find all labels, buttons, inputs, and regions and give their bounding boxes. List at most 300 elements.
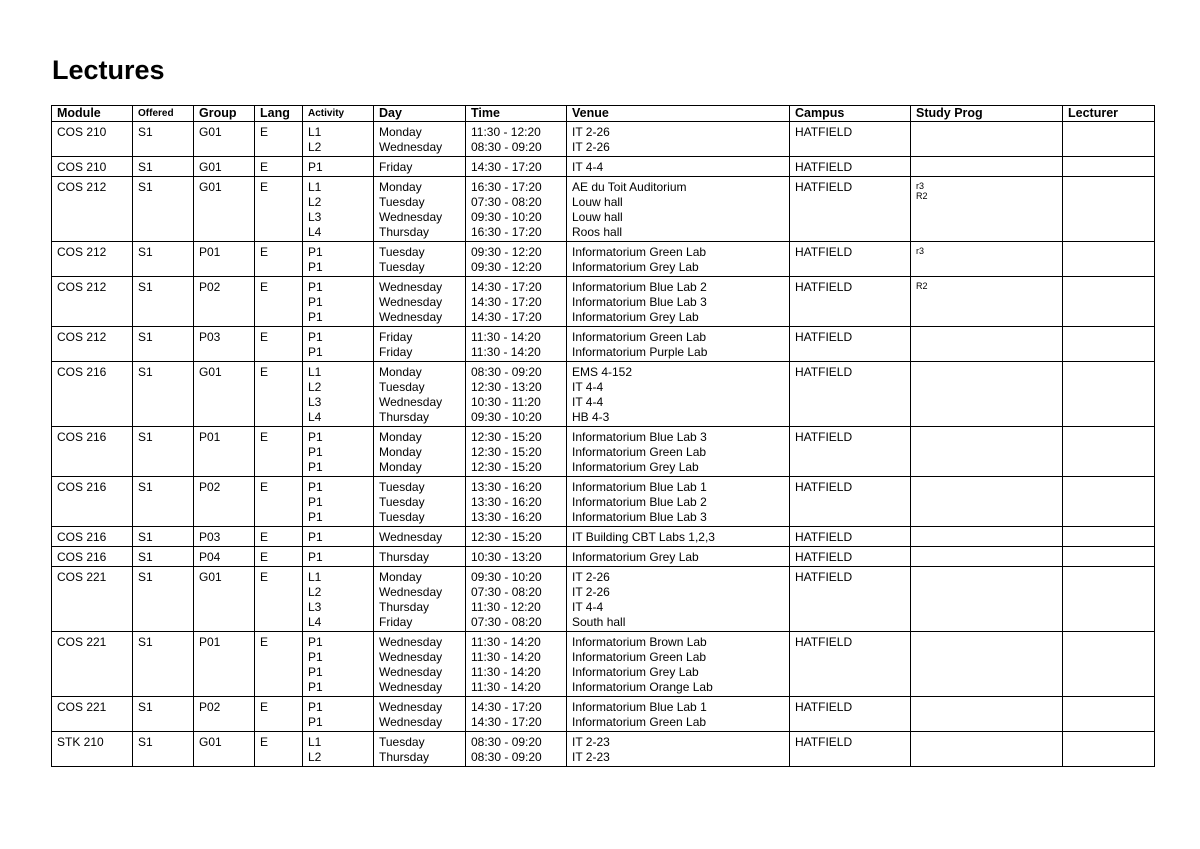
cell-group: P02 — [194, 697, 255, 732]
time-line: 07:30 - 08:20 — [471, 615, 542, 629]
cell-lang: E — [255, 732, 303, 767]
table-header-row — [52, 106, 1155, 122]
activity-line: L2 — [308, 585, 322, 599]
cell-time — [466, 427, 567, 477]
venue-line: Informatorium Green Lab — [572, 330, 707, 344]
activity-line: L3 — [308, 395, 322, 409]
day-line: Friday — [379, 330, 413, 344]
cell-lecturer — [1063, 632, 1155, 697]
cell-day — [374, 327, 466, 362]
cell-module: COS 212 — [52, 277, 133, 327]
cell-day — [374, 477, 466, 527]
time-line: 09:30 - 12:20 — [471, 245, 542, 259]
activity-line: L2 — [308, 380, 322, 394]
cell-lecturer — [1063, 327, 1155, 362]
time-line: 16:30 - 17:20 — [471, 180, 542, 194]
cell-module: COS 221 — [52, 567, 133, 632]
day-line: Wednesday — [379, 635, 443, 649]
cell-time — [466, 567, 567, 632]
lectures-table — [51, 105, 1155, 767]
cell-venue — [567, 547, 790, 567]
time-line: 14:30 - 17:20 — [471, 295, 542, 309]
cell-activity — [303, 567, 374, 632]
time-line: 12:30 - 15:20 — [471, 430, 542, 444]
cell-activity — [303, 732, 374, 767]
cell-module: COS 216 — [52, 527, 133, 547]
day-line: Tuesday — [379, 195, 425, 209]
cell-offered: S1 — [133, 567, 194, 632]
cell-offered: S1 — [133, 242, 194, 277]
day-line: Wednesday — [379, 310, 443, 324]
time-line: 12:30 - 15:20 — [471, 445, 542, 459]
cell-lang: E — [255, 697, 303, 732]
cell-campus: HATFIELD — [790, 427, 911, 477]
venue-line: Informatorium Green Lab — [572, 445, 707, 459]
cell-offered: S1 — [133, 277, 194, 327]
cell-lang: E — [255, 242, 303, 277]
cell-group: G01 — [194, 362, 255, 427]
cell-study-prog — [911, 632, 1063, 697]
time-line: 14:30 - 17:20 — [471, 700, 542, 714]
day-line: Friday — [379, 345, 413, 359]
time-line: 11:30 - 12:20 — [471, 600, 541, 614]
time-line: 16:30 - 17:20 — [471, 225, 542, 239]
study-prog-line: R2 — [916, 281, 928, 291]
cell-venue — [567, 732, 790, 767]
cell-activity — [303, 277, 374, 327]
day-line: Monday — [379, 430, 422, 444]
cell-activity — [303, 122, 374, 157]
time-line: 14:30 - 17:20 — [471, 160, 542, 174]
venue-line: IT 2-26 — [572, 585, 610, 599]
cell-campus: HATFIELD — [790, 122, 911, 157]
cell-study-prog — [911, 697, 1063, 732]
time-line: 13:30 - 16:20 — [471, 510, 542, 524]
cell-venue — [567, 632, 790, 697]
cell-lang: E — [255, 567, 303, 632]
cell-lang: E — [255, 277, 303, 327]
cell-activity — [303, 477, 374, 527]
venue-line: Informatorium Purple Lab — [572, 345, 708, 359]
activity-line: L1 — [308, 365, 322, 379]
cell-group: P03 — [194, 527, 255, 547]
activity-line: P1 — [308, 345, 323, 359]
cell-study-prog — [911, 327, 1063, 362]
cell-lang: E — [255, 427, 303, 477]
study-prog-line: R2 — [916, 190, 928, 201]
time-line: 12:30 - 13:20 — [471, 380, 542, 394]
day-line: Tuesday — [379, 510, 425, 524]
venue-line: Informatorium Green Lab — [572, 650, 707, 664]
cell-time — [466, 527, 567, 547]
table-row — [52, 362, 1155, 427]
cell-study-prog — [911, 277, 1063, 327]
activity-line: P1 — [308, 665, 323, 679]
column-header-study-prog: Study Prog — [911, 106, 1063, 122]
activity-line: P1 — [308, 280, 323, 294]
venue-line: Informatorium Grey Lab — [572, 460, 699, 474]
activity-line: P1 — [308, 430, 323, 444]
day-line: Tuesday — [379, 380, 425, 394]
time-line: 11:30 - 14:20 — [471, 635, 541, 649]
cell-lecturer — [1063, 427, 1155, 477]
study-prog-line: r3 — [916, 246, 925, 256]
venue-line: Informatorium Blue Lab 2 — [572, 280, 707, 294]
column-header-group: Group — [194, 106, 255, 122]
time-line: 13:30 - 16:20 — [471, 480, 542, 494]
column-header-module: Module — [52, 106, 133, 122]
table-row — [52, 157, 1155, 177]
cell-offered: S1 — [133, 527, 194, 547]
day-line: Wednesday — [379, 680, 443, 694]
activity-line: L1 — [308, 180, 322, 194]
cell-time — [466, 547, 567, 567]
time-line: 11:30 - 14:20 — [471, 680, 541, 694]
cell-offered: S1 — [133, 547, 194, 567]
day-line: Thursday — [379, 750, 430, 764]
activity-line: P1 — [308, 715, 323, 729]
time-line: 11:30 - 14:20 — [471, 650, 541, 664]
cell-day — [374, 177, 466, 242]
cell-lang: E — [255, 527, 303, 547]
column-header-campus: Campus — [790, 106, 911, 122]
time-line: 07:30 - 08:20 — [471, 195, 542, 209]
day-line: Thursday — [379, 550, 430, 564]
activity-line: L2 — [308, 140, 322, 154]
cell-module: STK 210 — [52, 732, 133, 767]
cell-day — [374, 427, 466, 477]
study-prog-line: r3 — [916, 181, 925, 191]
column-header-time: Time — [466, 106, 567, 122]
cell-module: COS 212 — [52, 177, 133, 242]
cell-study-prog — [911, 567, 1063, 632]
cell-campus: HATFIELD — [790, 327, 911, 362]
column-header-lang: Lang — [255, 106, 303, 122]
venue-line: South hall — [572, 615, 626, 629]
cell-day — [374, 567, 466, 632]
activity-line: P1 — [308, 245, 323, 259]
table-row — [52, 632, 1155, 697]
day-line: Monday — [379, 180, 422, 194]
activity-line: P1 — [308, 480, 323, 494]
cell-day — [374, 732, 466, 767]
time-line: 09:30 - 10:20 — [471, 210, 542, 224]
cell-day — [374, 277, 466, 327]
time-line: 11:30 - 14:20 — [471, 665, 541, 679]
cell-lecturer — [1063, 362, 1155, 427]
cell-group: G01 — [194, 122, 255, 157]
venue-line: IT Building CBT Labs 1,2,3 — [572, 530, 715, 544]
cell-lecturer — [1063, 732, 1155, 767]
cell-campus: HATFIELD — [790, 732, 911, 767]
cell-campus: HATFIELD — [790, 547, 911, 567]
day-line: Monday — [379, 570, 422, 584]
venue-line: IT 4-4 — [572, 160, 604, 174]
day-line: Tuesday — [379, 480, 425, 494]
venue-line: Informatorium Grey Lab — [572, 260, 699, 274]
cell-campus: HATFIELD — [790, 362, 911, 427]
day-line: Wednesday — [379, 280, 443, 294]
cell-activity — [303, 177, 374, 242]
time-line: 12:30 - 15:20 — [471, 460, 542, 474]
cell-activity — [303, 547, 374, 567]
venue-line: Informatorium Blue Lab 3 — [572, 295, 707, 309]
activity-line: P1 — [308, 550, 323, 564]
venue-line: Informatorium Blue Lab 2 — [572, 495, 707, 509]
cell-activity — [303, 632, 374, 697]
cell-venue — [567, 477, 790, 527]
cell-lecturer — [1063, 242, 1155, 277]
cell-campus: HATFIELD — [790, 632, 911, 697]
venue-line: IT 4-4 — [572, 395, 604, 409]
cell-activity — [303, 327, 374, 362]
cell-campus: HATFIELD — [790, 527, 911, 547]
table-row — [52, 427, 1155, 477]
time-line: 10:30 - 11:20 — [471, 395, 541, 409]
cell-study-prog — [911, 157, 1063, 177]
day-line: Wednesday — [379, 585, 443, 599]
activity-line: P1 — [308, 680, 323, 694]
table-row — [52, 567, 1155, 632]
venue-line: Louw hall — [572, 210, 623, 224]
day-line: Wednesday — [379, 530, 443, 544]
venue-line: IT 2-26 — [572, 125, 610, 139]
cell-group: G01 — [194, 567, 255, 632]
table-row — [52, 177, 1155, 242]
venue-line: IT 2-23 — [572, 750, 610, 764]
cell-offered: S1 — [133, 477, 194, 527]
cell-campus: HATFIELD — [790, 242, 911, 277]
cell-module: COS 221 — [52, 632, 133, 697]
activity-line: L4 — [308, 410, 322, 424]
time-line: 11:30 - 14:20 — [471, 330, 541, 344]
cell-day — [374, 547, 466, 567]
venue-line: Informatorium Grey Lab — [572, 310, 699, 324]
cell-time — [466, 122, 567, 157]
table-row — [52, 277, 1155, 327]
activity-line: L2 — [308, 750, 322, 764]
cell-campus: HATFIELD — [790, 277, 911, 327]
time-line: 14:30 - 17:20 — [471, 280, 542, 294]
venue-line: Informatorium Brown Lab — [572, 635, 707, 649]
day-line: Tuesday — [379, 245, 425, 259]
time-line: 11:30 - 14:20 — [471, 345, 541, 359]
time-line: 08:30 - 09:20 — [471, 735, 542, 749]
day-line: Monday — [379, 365, 422, 379]
cell-day — [374, 122, 466, 157]
venue-line: Roos hall — [572, 225, 623, 239]
venue-line: Informatorium Green Lab — [572, 245, 707, 259]
venue-line: IT 4-4 — [572, 380, 604, 394]
activity-line: P1 — [308, 510, 323, 524]
cell-offered: S1 — [133, 122, 194, 157]
cell-module: COS 216 — [52, 362, 133, 427]
venue-line: IT 4-4 — [572, 600, 604, 614]
time-line: 08:30 - 09:20 — [471, 140, 542, 154]
cell-offered: S1 — [133, 177, 194, 242]
cell-group: P02 — [194, 277, 255, 327]
cell-lecturer — [1063, 277, 1155, 327]
cell-campus: HATFIELD — [790, 567, 911, 632]
day-line: Tuesday — [379, 735, 425, 749]
cell-lecturer — [1063, 157, 1155, 177]
cell-activity — [303, 362, 374, 427]
time-line: 13:30 - 16:20 — [471, 495, 542, 509]
table-row — [52, 732, 1155, 767]
cell-group: G01 — [194, 157, 255, 177]
cell-study-prog — [911, 122, 1063, 157]
cell-lang: E — [255, 632, 303, 697]
time-line: 08:30 - 09:20 — [471, 750, 542, 764]
cell-group: P01 — [194, 632, 255, 697]
column-header-offered: Offered — [133, 106, 194, 122]
cell-study-prog — [911, 527, 1063, 547]
cell-time — [466, 157, 567, 177]
cell-day — [374, 697, 466, 732]
cell-study-prog — [911, 477, 1063, 527]
table-row — [52, 697, 1155, 732]
cell-lecturer — [1063, 177, 1155, 242]
cell-lang: E — [255, 177, 303, 242]
cell-group: P03 — [194, 327, 255, 362]
cell-lang: E — [255, 327, 303, 362]
venue-line: AE du Toit Auditorium — [572, 180, 687, 194]
activity-line: P1 — [308, 530, 323, 544]
cell-lecturer — [1063, 567, 1155, 632]
cell-study-prog — [911, 547, 1063, 567]
cell-campus: HATFIELD — [790, 157, 911, 177]
cell-offered: S1 — [133, 697, 194, 732]
cell-activity — [303, 697, 374, 732]
cell-venue — [567, 362, 790, 427]
cell-venue — [567, 122, 790, 157]
activity-line: L1 — [308, 570, 322, 584]
activity-line: P1 — [308, 635, 323, 649]
day-line: Wednesday — [379, 210, 443, 224]
cell-activity — [303, 242, 374, 277]
cell-module: COS 216 — [52, 427, 133, 477]
cell-module: COS 210 — [52, 122, 133, 157]
cell-module: COS 221 — [52, 697, 133, 732]
cell-module: COS 216 — [52, 547, 133, 567]
cell-lecturer — [1063, 697, 1155, 732]
cell-lecturer — [1063, 477, 1155, 527]
venue-line: Informatorium Orange Lab — [572, 680, 713, 694]
cell-module: COS 212 — [52, 327, 133, 362]
cell-offered: S1 — [133, 362, 194, 427]
cell-venue — [567, 242, 790, 277]
day-line: Tuesday — [379, 260, 425, 274]
venue-line: IT 2-23 — [572, 735, 610, 749]
activity-line: P1 — [308, 460, 323, 474]
table-row — [52, 327, 1155, 362]
activity-line: P1 — [308, 700, 323, 714]
cell-day — [374, 362, 466, 427]
time-line: 14:30 - 17:20 — [471, 715, 542, 729]
activity-line: P1 — [308, 260, 323, 274]
cell-venue — [567, 427, 790, 477]
day-line: Wednesday — [379, 650, 443, 664]
cell-day — [374, 632, 466, 697]
cell-module: COS 210 — [52, 157, 133, 177]
cell-group: P01 — [194, 427, 255, 477]
cell-time — [466, 362, 567, 427]
activity-line: L1 — [308, 125, 322, 139]
day-line: Wednesday — [379, 140, 443, 154]
table-row — [52, 477, 1155, 527]
cell-time — [466, 242, 567, 277]
time-line: 10:30 - 13:20 — [471, 550, 542, 564]
day-line: Monday — [379, 445, 422, 459]
time-line: 09:30 - 12:20 — [471, 260, 542, 274]
day-line: Monday — [379, 460, 422, 474]
time-line: 11:30 - 12:20 — [471, 125, 541, 139]
cell-venue — [567, 327, 790, 362]
cell-offered: S1 — [133, 632, 194, 697]
activity-line: P1 — [308, 445, 323, 459]
cell-lecturer — [1063, 122, 1155, 157]
cell-group: G01 — [194, 177, 255, 242]
cell-module: COS 212 — [52, 242, 133, 277]
cell-time — [466, 277, 567, 327]
cell-venue — [567, 157, 790, 177]
cell-study-prog — [911, 362, 1063, 427]
day-line: Monday — [379, 125, 422, 139]
cell-day — [374, 242, 466, 277]
time-line: 08:30 - 09:20 — [471, 365, 542, 379]
activity-line: P1 — [308, 310, 323, 324]
cell-campus: HATFIELD — [790, 697, 911, 732]
cell-study-prog — [911, 732, 1063, 767]
cell-venue — [567, 697, 790, 732]
venue-line: Informatorium Green Lab — [572, 715, 707, 729]
venue-line: HB 4-3 — [572, 410, 610, 424]
cell-activity — [303, 157, 374, 177]
cell-lang: E — [255, 547, 303, 567]
cell-lecturer — [1063, 547, 1155, 567]
venue-line: Informatorium Blue Lab 1 — [572, 700, 707, 714]
cell-venue — [567, 567, 790, 632]
activity-line: L4 — [308, 615, 322, 629]
cell-lecturer — [1063, 527, 1155, 547]
time-line: 12:30 - 15:20 — [471, 530, 542, 544]
activity-line: L3 — [308, 600, 322, 614]
activity-line: P1 — [308, 295, 323, 309]
cell-study-prog — [911, 427, 1063, 477]
cell-group: P01 — [194, 242, 255, 277]
time-line: 07:30 - 08:20 — [471, 585, 542, 599]
venue-line: IT 2-26 — [572, 140, 610, 154]
cell-time — [466, 477, 567, 527]
table-row — [52, 122, 1155, 157]
activity-line: P1 — [308, 495, 323, 509]
cell-group: G01 — [194, 732, 255, 767]
table-row — [52, 547, 1155, 567]
cell-offered: S1 — [133, 732, 194, 767]
cell-group: P02 — [194, 477, 255, 527]
cell-time — [466, 732, 567, 767]
time-line: 09:30 - 10:20 — [471, 410, 542, 424]
day-line: Thursday — [379, 410, 430, 424]
cell-module: COS 216 — [52, 477, 133, 527]
cell-time — [466, 697, 567, 732]
day-line: Wednesday — [379, 715, 443, 729]
venue-line: Informatorium Grey Lab — [572, 550, 699, 564]
cell-time — [466, 327, 567, 362]
cell-group: P04 — [194, 547, 255, 567]
column-header-lecturer: Lecturer — [1063, 106, 1155, 122]
cell-lang: E — [255, 157, 303, 177]
